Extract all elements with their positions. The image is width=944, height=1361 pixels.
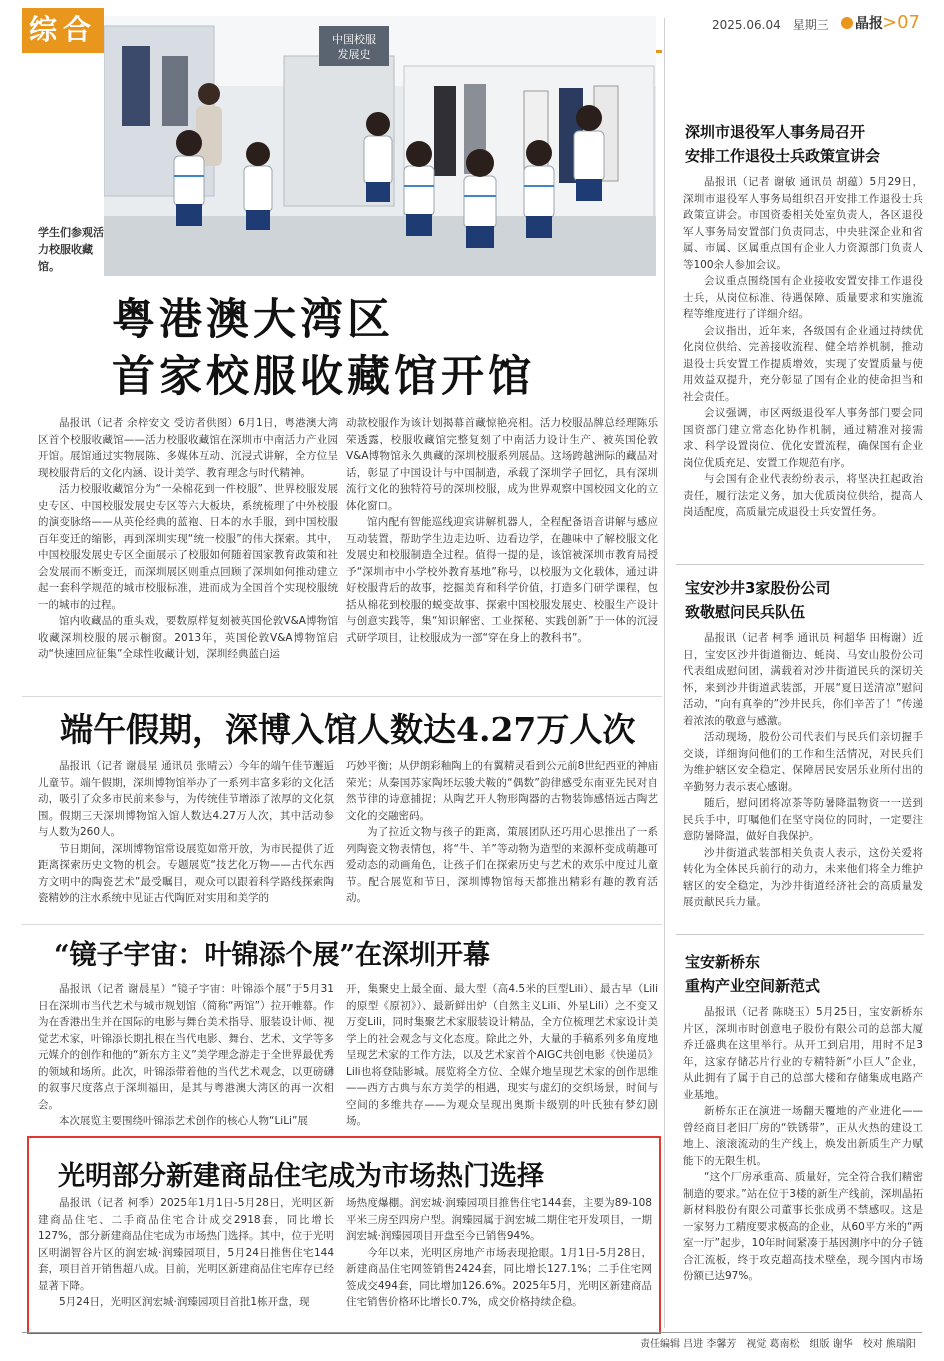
paragraph: 今年以来，光明区房地产市场表现抢眼。1月1日-5月28日，新建商品住宅网签销售2424套，同比增长127.1%；二手住宅网签成交494套，同比增加126.6%。2025年5月，光明区新建商品住宅销售价格环比增长0.7%，成交价格持续企稳。 <box>346 1246 652 1308</box>
paragraph: 会议重点围绕国有企业接收安置安排工作退役士兵，从岗位标准、待遇保障、质量要求和实施流程等维度进行了详细介绍。 <box>683 275 923 320</box>
paragraph: 馆内收藏品的重头戏，要数原样复刻被英国伦敦V&A博物馆收藏深圳校服的展示橱窗。2013年，英国伦敦V&A博物馆启动“快速回应征集”全球性收藏计划，深圳经典蓝白运 <box>38 615 338 660</box>
article2-column-2 <box>346 758 658 920</box>
article1-column-1 <box>38 415 338 693</box>
museum-photo-illustration <box>104 16 656 276</box>
paragraph: 馆内配有智能巡线迎宾讲解机器人，全程配备语音讲解与感应互动装置，帮助学生边走边听、边看边学，在趣味中了解校服文化发展史和校服制造全过程。值得一提的是，该馆被深圳市教育局授予“深圳市中小学校外教育基地”称号，以校服为文化载体，通过讲好校服背后的故事，挖掘美育和科学价值，打造多门研学课程，包括从棉花到校服的蜕变故事、探索中国校服发展史、校服生产设计与创意实践等，集“知识解密、工业探秘、实践创新”于一体的沉浸式研学项目，让校服成为一部“穿在身上的教科书”。 <box>346 516 658 644</box>
paragraph: 动款校服作为该计划揭幕首藏惊艳亮相。活力校服品牌总经理陈乐荣透露，校服收藏馆完整复刻了中南活力设计生产、被英国伦敦V&A博物馆永久典藏的深圳校服系列展品。这场跨越洲际的藏品对话，彰显了中国设计与中国制造，承载了深圳学子回忆，具有深圳流行文化的独特符号的深圳校服，成为世界观察中国校园文化的立体化窗口。 <box>346 417 658 512</box>
article4-column-1 <box>38 1195 334 1331</box>
paragraph: 晶报讯（记者 谢晨星）“镜子宇宙：叶锦添个展”于5月31日在深圳市当代艺术与城市规划馆（简称“两馆”）拉开帷幕。作为在香港出生并在国际的电影与舞台美术指导、服装设计师、视觉艺术家，叶锦添长期扎根在当代电影、舞台、艺术、文学等多元媒介的创作和他的“新东方主义”美学理念游走于全世界最优秀的领域和场所。此次，叶锦添带着他的当代艺术观念，以更磅礴的叙事尺度落点于深圳福田，是其与粤港澳大湾区的再一次相会。 <box>38 983 334 1111</box>
paragraph: 会议强调，市区两级退役军人事务部门要会同国资部门建立常态化协作机制，通过精准对接需求、科学设置岗位、优化安置流程，确保国有企业岗位优质充足、安置工作规范有序。 <box>683 407 923 469</box>
article2-column-1 <box>38 758 334 920</box>
paragraph: 沙井街道武装部相关负责人表示，这份关爱将转化为全体民兵前行的动力，未来他们将全力维护辖区的安全稳定，为沙井街道经济社会的高质量发展贡献民兵力量。 <box>683 846 923 908</box>
article3-column-1 <box>38 981 334 1133</box>
paragraph: 活动现场，股份公司代表们与民兵们亲切握手交谈，详细询问他们的工作和生活情况，对民兵们为维护辖区安全稳定、保障居民安居乐业所付出的辛勤努力表示衷心感谢。 <box>683 731 923 793</box>
paragraph: 本次展览主要围绕叶锦添艺术创作的核心人物“LiLi”展 <box>59 1115 308 1127</box>
side1-body <box>683 174 923 562</box>
side3-headline-line2: 重构产业空间新范式 <box>685 977 821 995</box>
paragraph: 晶报讯（记者 谢晨星 通讯员 张晴云）今年的端午佳节邂逅儿童节。端午假期，深圳博物馆举办了一系列丰富多彩的文化活动，吸引了众多市民前来参与，为传统佳节增添了浓厚的文化氛围。假期三天深圳博物馆入馆人数达4.27万人次，其中活动参与人数为260人。 <box>38 760 334 838</box>
museum-photo <box>104 16 656 276</box>
wall-sign-text-1: 中国校服 <box>332 33 376 46</box>
article4-column-2 <box>346 1195 652 1331</box>
paragraph: 5月24日，光明区润宏城·润臻园项目首批1栋开盘，现 <box>59 1296 310 1308</box>
side2-headline-line2: 致敬慰问民兵队伍 <box>685 603 806 621</box>
side-divider <box>676 564 924 565</box>
page-number: >07 <box>882 12 920 33</box>
side2-body <box>683 630 923 930</box>
paragraph: “这个厂房承重高、质量好，完全符合我们精密制造的要求。”站在位于3楼的新生产线前，深圳晶拓新材料股份有限公司董事长张成勇不禁感叹。这是一家努力工精度要求极高的企业，从60平方米的“两室一厅”起步，10年时间紧凑于基因测序中的分子链合汇流板，终于攻克超高技术壁垒，现今国内市场份额已达97%。 <box>683 1171 923 1282</box>
article3-column-2 <box>346 981 658 1133</box>
side-divider <box>676 934 924 935</box>
paragraph: 晶报讯（记者 柯季）2025年1月1日-5月28日，光明区新建商品住宅、二手商品住宅合计成交2918套，同比增长127%，部分新建商品住宅成为市场热门选择。其中，位于光明区明湖智谷片区的润宏城·润臻园项目，5月24日推售住宅144套，项目首开销售超八成。目前，光明区新建商品住宅库存已经显著下降。 <box>38 1197 334 1292</box>
column-divider <box>664 18 665 1328</box>
article2-headline: 端午假期，深博入馆人数达4.27万人次 <box>60 710 636 749</box>
paragraph: 节日期间，深圳博物馆常设展览如常开放，为市民提供了近距离探索历史文物的机会。专题展览“技艺化万物——古代东西方文明中的陶瓷艺术”最受瞩目，观众可以跟着科学路线探索陶瓷精妙的注水系统中见证古代陶匠对实用和美学的 <box>38 842 334 904</box>
article1-headline-line2: 首家校服收藏馆开馆 <box>112 352 535 402</box>
section-divider <box>22 696 662 697</box>
side2-headline-line1: 宝安沙井3家股份公司 <box>685 579 831 597</box>
article1-column-2 <box>346 415 658 693</box>
side3-headline-line1: 宝安新桥东 <box>685 953 761 971</box>
side3-body <box>683 1004 923 1330</box>
paragraph: 巧妙平衡；从伊朗彩釉陶上的有翼精灵看到公元前8世纪西亚的神庙荣光；从秦国苏家陶坯坛骏犬鞍的“偶数”韵律感受东南亚先民对自然节律的诗意捕捉；从陶艺开人物形陶器的古物装饰感悟远古陶艺文化的交融密码。 <box>346 760 658 822</box>
issue-date: 2025.06.04 星期三 <box>712 18 829 32</box>
article3-headline: “镜子宇宙：叶锦添个展”在深圳开幕 <box>54 940 491 971</box>
photo-caption: 学生们参观活力校服收藏馆。 <box>38 226 104 273</box>
paragraph: 会议指出，近年来，各级国有企业通过持续优化岗位供给、完善接收流程、健全培养机制，推动退役士兵安置工作提质增效，实现了安置质量与使用效益双提升，充分彰显了国有企业的使命担当和社会责任。 <box>683 324 923 403</box>
wall-sign-text-2: 发展史 <box>337 48 371 61</box>
paragraph: 随后，慰问团将凉茶等防暑降温物资一一送到民兵手中，叮嘱他们在坚守岗位的同时，一定要注意防暑降温，做好自我保护。 <box>683 797 923 842</box>
paragraph: 与会国有企业代表纷纷表示，将坚决扛起政治责任，履行法定义务，加大优质岗位供给，提高人岗适配度，高质量完成退役士兵安置任务。 <box>683 473 923 518</box>
paragraph: 晶报讯（记者 余梓安文 受访者供图）6月1日，粤港澳大湾区首个校服收藏馆——活力校服收藏馆在深圳市中南活力产业园开馆。展馆通过实物展陈、多媒体互动、沉浸式讲解，全方位呈现校服背后的文化内涵、设计美学、教育理念与时代精神。 <box>38 417 338 479</box>
side1-headline-line1: 深圳市退役军人事务局召开 <box>685 123 866 141</box>
newspaper-logo <box>841 13 883 33</box>
paragraph: 晶报讯（记者 谢敏 通讯员 胡蕴）5月29日，深圳市退役军人事务局组织召开安排工作退役士兵政策宣讲会。市国资委相关处室负责人，各区退役军人事务局安置部门负责同志，中央驻深企业和省属、市属、区属重点国有企业人力资源部门负责人等100余人参加会议。 <box>683 176 923 271</box>
paragraph: 活力校服收藏馆分为“一朵棉花到一件校服”、世界校服发展史专区、中国校服发展史专区等六大板块，系统梳理了中外校服的演变脉络——从英伦经典的蓝袍、日本的水手服，到中国校服百年变迁的缩影，再到深圳实现“统一校服”的伟大探索。其中，中国校服发展史专区全面展示了校服如何随着国家教育政策和社会发展而不断变迁，而深圳展区则重点回顾了深圳如何推动建立起一套科学规范的城市校服标准，进而成为全国首个实现校服统一的城市的过程。 <box>38 483 338 611</box>
paragraph: 晶报讯（记者 陈晓玉）5月25日，宝安新桥东片区，深圳市时创意电子股份有限公司的总部大厦乔迁盛典在这里举行。从开工到启用，用时不足3年，这家存储芯片行业的专精特新“小巨人”企业，从此拥有了属于自己的总部大楼和存储集成电路产业基地。 <box>683 1006 923 1101</box>
paragraph: 为了拉近文物与孩子的距离，策展团队还巧用心思推出了一系列陶瓷文物表情包，将“牛、羊”等动物为造型的来源杯变成萌趣可爱动态的动画角色，让孩子们在探索历史与艺术的欢乐中度过儿童节。配合展览和节日，深圳博物馆每天都推出精彩有趣的教育活动。 <box>346 826 658 904</box>
article4-headline: 光明部分新建商品住宅成为市场热门选择 <box>58 1161 544 1192</box>
section-tag: 综合 <box>22 8 104 52</box>
footer-rule <box>22 1332 922 1333</box>
editor-credits: 责任编辑 吕进 李馨芳 视觉 葛南松 组版 谢华 校对 熊瑞阳 <box>640 1339 916 1350</box>
logo-mark-icon <box>841 17 853 29</box>
logo-text: 晶报 <box>855 16 883 32</box>
paragraph: 晶报讯（记者 柯季 通讯员 柯超华 田梅谢）近日，宝安区沙井街道衙边、蚝岗、马安山股份公司代表组成慰问团，满载着对沙井街道民兵的深切关怀，来到沙井街道武装部，开展“夏日送清凉”慰问活动，“向有真拳的”沙井民兵，你们辛苦了！”传递着浓浓的敬意与感激。 <box>683 632 923 727</box>
paragraph: 开，集聚史上最全面、最大型（高4.5米的巨型Lili）、最古早（Lili的原型《原初》）、最新鲜出炉（自然主义Lili、外星Lili）之不变又万变Lili，同时集聚艺术家服装设计精品，全方位梳理艺术家设计美学上的社会观念与文化态度。除此之外，大量的手稿系列多角度地呈现艺术家的工作方法，以及艺术家首个AIGC共创电影《快递员》Lili也将登陆影城。展览将全方位、全媒介地呈现艺术家的创作思维——西方古典与东方美学的相遇，现实与虚幻的交织场景，时间与空间的多维共存——为观众呈现出奥斯卡级别的叶氏独有梦幻剧场。 <box>346 983 658 1127</box>
side1-headline-line2: 安排工作退役士兵政策宣讲会 <box>685 147 881 165</box>
section-divider <box>22 924 662 925</box>
article1-headline-line1: 粤港澳大湾区 <box>112 295 394 345</box>
paragraph: 新桥东正在演进一场翻天覆地的产业进化——曾经商目老旧厂房的“铁锈带”，正从火热的建设工地上、滚滚流动的生产线上，焕发出新质生产力赋能下的无限生机。 <box>683 1105 923 1167</box>
paragraph: 场热度爆棚。润宏城·润臻园项目推售住宅144套，主要为89-108平米三房至四房户型。润臻园属于润宏城二期住宅开发项目，一期润宏城·润臻园项目开盘至今已销售94%。 <box>346 1197 652 1242</box>
